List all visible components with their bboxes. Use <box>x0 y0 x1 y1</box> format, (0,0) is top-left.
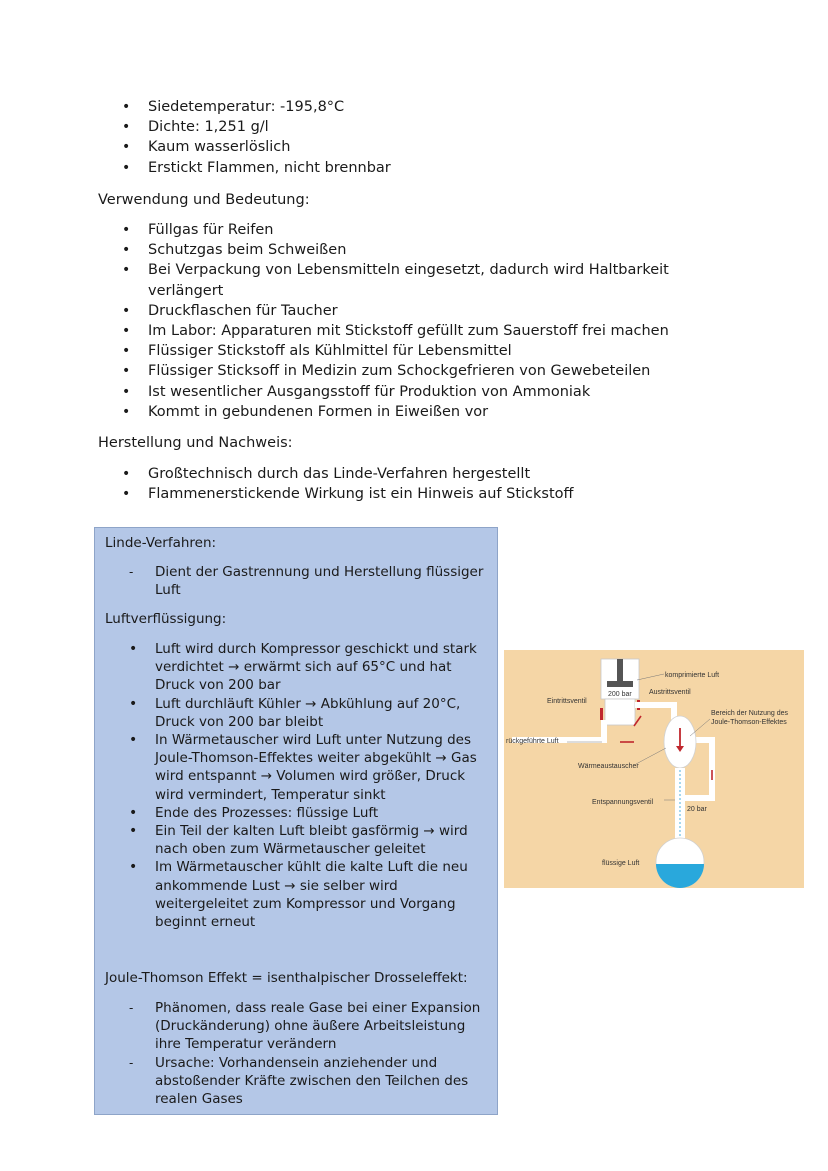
list-item: • Im Wärmetauscher kühlt die kalte Luft die neu ankommende Lust → sie selber wird weitergeleitet zum Kompressor und Vorgang beginnt erneut <box>129 858 491 931</box>
list-item: • Siedetemperatur: -195,8°C <box>122 97 782 117</box>
list-item: • Luft wird durch Kompressor geschickt und stark verdichtet → erwärmt sich auf 65°C und hat Druck von 200 bar <box>129 640 491 695</box>
list-item: • Ende des Prozesses: flüssige Luft <box>129 804 491 822</box>
inlet-valve <box>600 708 603 720</box>
production-list <box>122 464 742 504</box>
list-item: • Dichte: 1,251 g/l <box>122 117 782 137</box>
usage-list <box>122 220 702 422</box>
list-item: • Kaum wasserlöslich <box>122 137 782 157</box>
list-item: • Großtechnisch durch das Linde-Verfahren hergestellt <box>122 464 742 484</box>
usage-heading: Verwendung und Bedeutung: <box>98 192 310 208</box>
list-item: • Druckflaschen für Taucher <box>122 301 702 321</box>
list-item: • Flüssiger Stickstoff als Kühlmittel für Lebensmittel <box>122 341 702 361</box>
label-komprimierte-luft: komprimierte Luft <box>665 672 720 679</box>
label-fluessige-luft: flüssige Luft <box>602 860 640 867</box>
list-item: • Ein Teil der kalten Luft bleibt gasförmig → wird nach oben zum Wärmetauscher geleitet <box>129 822 491 858</box>
list-item: • Flüssiger Sticksoff in Medizin zum Schockgefrieren von Gewebeteilen <box>122 361 702 381</box>
compressor-piston <box>607 681 633 687</box>
label-bereich-1: Bereich der Nutzung des <box>711 710 789 717</box>
diagram-background <box>504 650 804 888</box>
compressor-body <box>605 699 635 725</box>
list-item: • Kommt in gebundenen Formen in Eiweißen vor <box>122 402 702 422</box>
list-item: • Erstickt Flammen, nicht brennbar <box>122 158 782 178</box>
list-item: • In Wärmetauscher wird Luft unter Nutzung des Joule-Thomson-Effektes weiter abgekühlt → Gas wird entspannt → Volumen wird größer, Druck wird vermindert, Temperatur sinkt <box>129 731 491 804</box>
list-item: • Schutzgas beim Schweißen <box>122 240 702 260</box>
compressor-piston-rod <box>617 659 623 681</box>
jt-list <box>129 999 489 1108</box>
linde-list <box>129 563 489 599</box>
label-austrittsventil: Austrittsventil <box>649 689 691 696</box>
label-waermeaustauscher: Wärmeaustauscher <box>578 763 639 770</box>
label-eintrittsventil: Eintrittsventil <box>547 698 587 705</box>
compressor-pressure-label: 200 bar <box>608 691 632 698</box>
jt-heading: Joule-Thomson Effekt = isenthalpischer Drosseleffekt: <box>105 970 468 986</box>
production-heading: Herstellung und Nachweis: <box>98 435 293 451</box>
list-item: • Luft durchläuft Kühler → Abkühlung auf 20°C, Druck von 200 bar bleibt <box>129 695 491 731</box>
list-item: • Flammenerstickende Wirkung ist ein Hinweis auf Stickstoff <box>122 484 742 504</box>
label-20-bar: 20 bar <box>687 806 707 813</box>
label-entspannungsventil: Entspannungsventil <box>592 799 654 806</box>
properties-list <box>122 97 782 178</box>
list-item: - Dient der Gastrennung und Herstellung flüssiger Luft <box>129 563 489 599</box>
list-item: • Ist wesentlicher Ausgangsstoff für Produktion von Ammoniak <box>122 382 702 402</box>
linde-heading: Linde-Verfahren: <box>105 535 217 551</box>
linde-process-diagram <box>504 650 804 888</box>
label-rueckgefuehrte-luft: rückgeführte Luft <box>506 738 559 745</box>
luft-heading: Luftverflüssigung: <box>105 611 227 627</box>
list-item: - Phänomen, dass reale Gase bei einer Expansion (Druckänderung) ohne äußere Arbeitsleistung ihre Temperatur verändern <box>129 999 489 1054</box>
label-bereich-2: Joule-Thomson-Effektes <box>711 719 787 726</box>
list-item: • Bei Verpackung von Lebensmitteln eingesetzt, dadurch wird Haltbarkeit verlängert <box>122 260 702 300</box>
list-item: • Füllgas für Reifen <box>122 220 702 240</box>
list-item: - Ursache: Vorhandensein anziehender und abstoßender Kräfte zwischen den Teilchen des realen Gases <box>129 1054 489 1109</box>
linde-info-box <box>94 527 498 1115</box>
luft-list <box>129 640 491 931</box>
list-item: • Im Labor: Apparaturen mit Stickstoff gefüllt zum Sauerstoff frei machen <box>122 321 702 341</box>
